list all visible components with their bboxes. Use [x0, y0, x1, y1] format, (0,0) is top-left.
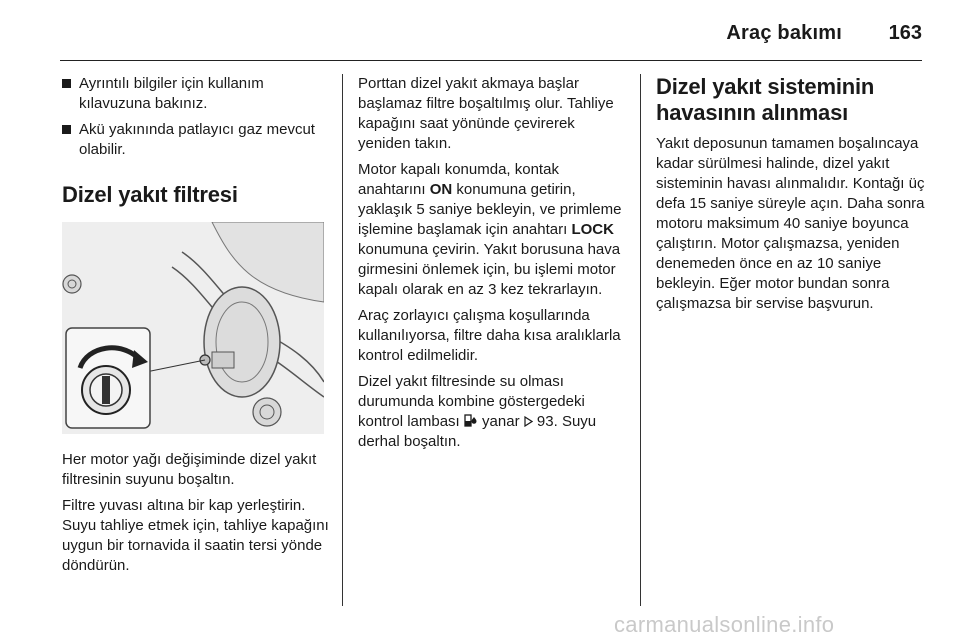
section-title-fuel-filter: Dizel yakıt filtresi [62, 182, 238, 207]
square-bullet-icon [62, 79, 71, 88]
column-divider [640, 74, 641, 606]
section-title-air-bleed: Dizel yakıt sisteminin havasının alınması [656, 74, 875, 125]
column-3 [656, 74, 936, 320]
page-header-title: Araç bakımı [726, 22, 842, 44]
text-run: Motor kapalı konumda, kontak anahtarını [358, 161, 559, 198]
text-run: . Suyu derhal boşaltın. [358, 413, 597, 450]
square-bullet-icon [62, 125, 71, 134]
column-divider [342, 74, 343, 606]
key-position-on: ON [429, 181, 453, 198]
page-number: 163 [888, 22, 922, 44]
bullet-list [62, 74, 330, 160]
paragraph: Filtre yuvası altına bir kap yerleştirin. Suyu tahliye etmek için, tahliye kapağını uygun bir tornavida il saatin tersi yönde döndürün. [62, 497, 329, 574]
column-2 [358, 74, 628, 458]
water-in-fuel-icon [464, 413, 478, 430]
paragraph [358, 160, 628, 300]
paragraph: Porttan dizel yakıt akmaya başlar başlamaz filtre boşaltılmış olur. Tahliye kapağını saat yönünde çevirerek yeniden takın. [358, 75, 614, 152]
paragraph: Yakıt deposunun tamamen boşalıncaya kadar sürülmesi halinde, dizel yakıt sisteminin havası alınmalıdır. Kontağı üç defa 15 saniye süreyle açın. Daha sonra motoru maksimum 40 saniye boyunca çalıştırın. Motor çalışmazsa, yeniden denemeden önce en az 10 saniye bekleyin. Eğer motor bundan sonra çalışmazsa bir servise başvurun. [656, 135, 925, 312]
bullet-text: Ayrıntılı bilgiler için kullanım kılavuzuna bakınız. [79, 75, 264, 112]
triangle-right-icon [524, 413, 533, 430]
bullet-item [62, 120, 330, 160]
text-run: konumuna çevirin. Yakıt borusuna hava girmesini önlemek için, bu işlemi motor kapalı olarak en az 3 kez tekrarlayın. [358, 241, 621, 298]
column-1 [62, 74, 330, 582]
bullet-item [62, 74, 330, 114]
text-run: yanar [477, 413, 524, 430]
key-position-lock: LOCK [571, 221, 614, 238]
text-run: Dizel yakıt filtresinde su olması durumunda kombine göstergedeki kontrol lambası [358, 373, 585, 430]
watermark: carmanualsonline.info [614, 612, 835, 637]
bullet-text: Akü yakınında patlayıcı gaz mevcut olabilir. [79, 121, 315, 158]
paragraph: Her motor yağı değişiminde dizel yakıt filtresinin suyunu boşaltın. [62, 451, 317, 488]
paragraph: Araç zorlayıcı çalışma koşullarında kullanılıyorsa, filtre daha kısa aralıklarla kontrol edilmelidir. [358, 307, 621, 364]
paragraph [358, 372, 628, 452]
text-run: konumuna getirin, yaklaşık 5 saniye bekleyin, ve primleme işlemine başlamak için anahtarı [358, 181, 622, 238]
page-header [60, 14, 922, 61]
page-reference[interactable]: 93 [536, 413, 554, 430]
fuel-filter-illustration [62, 222, 324, 434]
